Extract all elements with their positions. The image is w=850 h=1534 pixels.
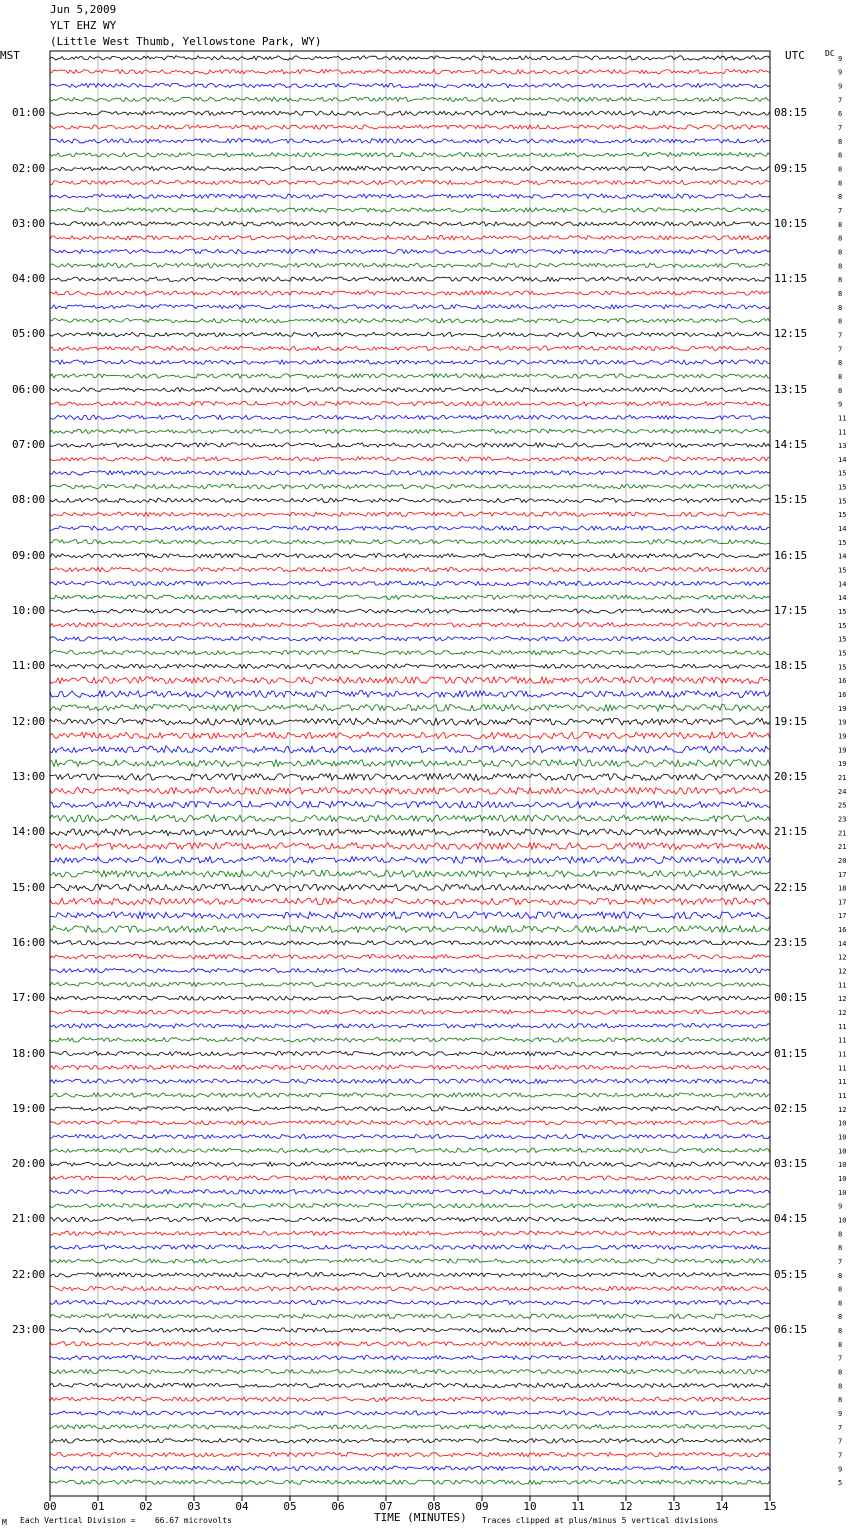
dc-offset-value: 10 bbox=[838, 1174, 847, 1183]
dc-offset-value: 25 bbox=[838, 801, 847, 810]
trace-25 bbox=[50, 388, 770, 392]
dc-offset-value: 8 bbox=[838, 179, 843, 188]
dc-offset-value: 7 bbox=[838, 1451, 843, 1460]
trace-30 bbox=[50, 457, 770, 461]
mst-hour-label: 23:00 bbox=[12, 1323, 46, 1337]
trace-24 bbox=[50, 374, 770, 378]
dc-offset-value: 14 bbox=[838, 580, 847, 589]
dc-offset-value: 16 bbox=[838, 926, 847, 935]
dc-offset-value: 10 bbox=[838, 1216, 847, 1225]
trace-43 bbox=[50, 637, 770, 641]
trace-12 bbox=[50, 208, 770, 212]
trace-4 bbox=[50, 97, 770, 101]
dc-offset-value: 17 bbox=[838, 870, 847, 879]
mst-hour-label: 18:00 bbox=[12, 1046, 46, 1060]
x-tick-label-07: 07 bbox=[379, 1500, 393, 1513]
dc-offset-value: 8 bbox=[838, 276, 843, 285]
dc-offset-value: 12 bbox=[838, 953, 847, 962]
trace-68 bbox=[50, 982, 770, 986]
trace-52 bbox=[50, 760, 770, 767]
trace-69 bbox=[50, 996, 770, 1000]
x-tick-label-15: 15 bbox=[763, 1500, 777, 1513]
trace-3 bbox=[50, 83, 770, 87]
x-tick-label-08: 08 bbox=[427, 1500, 441, 1513]
dc-offset-column bbox=[838, 55, 846, 1487]
trace-58 bbox=[50, 843, 770, 850]
dc-offset-value: 15 bbox=[838, 635, 847, 644]
dc-offset-value: 11 bbox=[838, 1091, 847, 1100]
mst-hour-label: 09:00 bbox=[12, 548, 46, 562]
trace-73 bbox=[50, 1051, 770, 1055]
dc-offset-value: 15 bbox=[838, 621, 847, 630]
dc-offset-value: 7 bbox=[838, 1437, 843, 1446]
trace-91 bbox=[50, 1300, 770, 1304]
trace-40 bbox=[50, 595, 770, 599]
dc-offset-value: 11 bbox=[838, 981, 847, 990]
mst-hour-label: 10:00 bbox=[12, 604, 46, 618]
trace-63 bbox=[50, 912, 770, 919]
dc-offset-value: 8 bbox=[838, 1368, 843, 1377]
dc-offset-value: 15 bbox=[838, 649, 847, 658]
trace-5 bbox=[50, 111, 770, 115]
utc-hour-label: 20:15 bbox=[774, 769, 808, 783]
dc-offset-value: 21 bbox=[838, 829, 847, 838]
trace-94 bbox=[50, 1342, 770, 1346]
mst-hour-label: 16:00 bbox=[12, 935, 46, 949]
trace-85 bbox=[50, 1217, 770, 1221]
dc-offset-value: 8 bbox=[838, 248, 843, 257]
dc-offset-value: 9 bbox=[838, 1410, 843, 1419]
dc-offset-value: 19 bbox=[838, 746, 847, 755]
dc-offset-value: 15 bbox=[838, 497, 847, 506]
dc-offset-value: 9 bbox=[838, 1202, 843, 1211]
utc-hour-label: 00:15 bbox=[774, 991, 808, 1005]
dc-offset-value: 20 bbox=[838, 856, 847, 865]
utc-hour-label: 14:15 bbox=[774, 438, 808, 452]
trace-86 bbox=[50, 1231, 770, 1235]
dc-offset-value: 7 bbox=[838, 1423, 843, 1432]
trace-80 bbox=[50, 1148, 770, 1152]
trace-62 bbox=[50, 898, 770, 905]
trace-89 bbox=[50, 1273, 770, 1277]
dc-offset-value: 8 bbox=[838, 1244, 843, 1253]
trace-50 bbox=[50, 732, 770, 739]
trace-92 bbox=[50, 1314, 770, 1318]
trace-77 bbox=[50, 1107, 770, 1111]
trace-9 bbox=[50, 166, 770, 170]
dc-offset-value: 8 bbox=[838, 1327, 843, 1336]
trace-21 bbox=[50, 332, 770, 336]
trace-34 bbox=[50, 512, 770, 516]
dc-offset-value: 8 bbox=[838, 289, 843, 298]
dc-offset-value: 8 bbox=[838, 234, 843, 243]
trace-79 bbox=[50, 1134, 770, 1138]
dc-offset-value: 17 bbox=[838, 912, 847, 921]
dc-offset-value: 12 bbox=[838, 1105, 847, 1114]
mst-hour-label: 01:00 bbox=[12, 106, 46, 120]
trace-37 bbox=[50, 554, 770, 558]
trace-36 bbox=[50, 540, 770, 544]
dc-offset-value: 8 bbox=[838, 1396, 843, 1405]
trace-78 bbox=[50, 1121, 770, 1125]
dc-offset-value: 23 bbox=[838, 815, 847, 824]
x-tick-label-13: 13 bbox=[667, 1500, 681, 1513]
dc-offset-value: 8 bbox=[838, 262, 843, 271]
x-tick-label-01: 01 bbox=[91, 1500, 105, 1513]
dc-offset-value: 7 bbox=[838, 124, 843, 133]
trace-27 bbox=[50, 415, 770, 419]
dc-offset-value: 7 bbox=[838, 1257, 843, 1266]
trace-49 bbox=[50, 718, 770, 725]
utc-hour-label: 01:15 bbox=[774, 1046, 808, 1060]
mst-hour-label: 02:00 bbox=[12, 161, 46, 175]
trace-101 bbox=[50, 1439, 770, 1443]
trace-8 bbox=[50, 153, 770, 157]
dc-offset-value: 9 bbox=[838, 1465, 843, 1474]
dc-offset-value: 14 bbox=[838, 525, 847, 534]
mst-hour-label: 08:00 bbox=[12, 493, 46, 507]
trace-28 bbox=[50, 429, 770, 433]
utc-hour-label: 16:15 bbox=[774, 548, 808, 562]
dc-offset-value: 19 bbox=[838, 704, 847, 713]
mst-hour-label: 21:00 bbox=[12, 1212, 46, 1226]
trace-48 bbox=[50, 704, 770, 711]
trace-18 bbox=[50, 291, 770, 295]
dc-offset-value: 7 bbox=[838, 331, 843, 340]
trace-44 bbox=[50, 650, 770, 654]
trace-29 bbox=[50, 443, 770, 447]
mst-hour-label: 06:00 bbox=[12, 382, 46, 396]
dc-offset-value: 21 bbox=[838, 843, 847, 852]
trace-14 bbox=[50, 236, 770, 240]
dc-offset-value: 11 bbox=[838, 1022, 847, 1031]
utc-hour-label: 18:15 bbox=[774, 659, 808, 673]
trace-74 bbox=[50, 1065, 770, 1069]
dc-offset-value: 21 bbox=[838, 773, 847, 782]
x-tick-label-05: 05 bbox=[283, 1500, 297, 1513]
dc-offset-value: 16 bbox=[838, 677, 847, 686]
trace-17 bbox=[50, 277, 770, 281]
dc-offset-value: 9 bbox=[838, 82, 843, 91]
mst-hour-label: 20:00 bbox=[12, 1157, 46, 1171]
mst-hour-label: 04:00 bbox=[12, 272, 46, 286]
dc-offset-value: 12 bbox=[838, 967, 847, 976]
dc-offset-value: 8 bbox=[838, 372, 843, 381]
mst-hour-label: 07:00 bbox=[12, 438, 46, 452]
dc-offset-value: 15 bbox=[838, 511, 847, 520]
x-axis-label: TIME (MINUTES) bbox=[374, 1511, 467, 1524]
dc-offset-value: 9 bbox=[838, 68, 843, 77]
dc-offset-value: 15 bbox=[838, 663, 847, 672]
dc-offset-value: 7 bbox=[838, 207, 843, 216]
trace-15 bbox=[50, 249, 770, 253]
dc-offset-value: 8 bbox=[838, 1382, 843, 1391]
dc-offset-value: 24 bbox=[838, 787, 847, 796]
mst-hour-label: 15:00 bbox=[12, 880, 46, 894]
trace-96 bbox=[50, 1369, 770, 1373]
utc-hour-label: 12:15 bbox=[774, 327, 808, 341]
trace-98 bbox=[50, 1397, 770, 1401]
dc-offset-value: 19 bbox=[838, 732, 847, 741]
dc-offset-value: 8 bbox=[838, 151, 843, 160]
dc-offset-value: 19 bbox=[838, 718, 847, 727]
trace-84 bbox=[50, 1203, 770, 1207]
trace-23 bbox=[50, 360, 770, 364]
right-timezone-label: UTC bbox=[785, 49, 805, 62]
utc-hour-label: 04:15 bbox=[774, 1212, 808, 1226]
utc-hour-label: 09:15 bbox=[774, 161, 808, 175]
utc-hour-label: 13:15 bbox=[774, 382, 808, 396]
location-label: (Little West Thumb, Yellowstone Park, WY) bbox=[50, 35, 322, 48]
trace-103 bbox=[50, 1466, 770, 1470]
dc-offset-value: 19 bbox=[838, 760, 847, 769]
dc-offset-value: 8 bbox=[838, 359, 843, 368]
trace-56 bbox=[50, 815, 770, 822]
dc-offset-value: 6 bbox=[838, 110, 843, 119]
trace-31 bbox=[50, 471, 770, 475]
station-label: YLT EHZ WY bbox=[50, 19, 117, 32]
trace-13 bbox=[50, 222, 770, 226]
dc-offset-value: 8 bbox=[838, 137, 843, 146]
trace-67 bbox=[50, 968, 770, 972]
x-tick-label-02: 02 bbox=[139, 1500, 153, 1513]
trace-104 bbox=[50, 1480, 770, 1484]
dc-offset-value: 13 bbox=[838, 442, 847, 451]
dc-offset-value: 18 bbox=[838, 884, 847, 893]
dc-offset-value: 11 bbox=[838, 414, 847, 423]
trace-54 bbox=[50, 787, 770, 794]
trace-60 bbox=[50, 870, 770, 877]
trace-39 bbox=[50, 581, 770, 585]
trace-71 bbox=[50, 1024, 770, 1028]
trace-66 bbox=[50, 955, 770, 959]
dc-offset-value: 8 bbox=[838, 1313, 843, 1322]
utc-hour-label: 15:15 bbox=[774, 493, 808, 507]
dc-offset-value: 7 bbox=[838, 345, 843, 354]
x-tick-label-00: 00 bbox=[43, 1500, 57, 1513]
mst-hour-label: 12:00 bbox=[12, 714, 46, 728]
trace-65 bbox=[50, 941, 770, 945]
dc-offset-value: 11 bbox=[838, 428, 847, 437]
trace-99 bbox=[50, 1411, 770, 1415]
utc-hour-label: 03:15 bbox=[774, 1157, 808, 1171]
dc-offset-value: 8 bbox=[838, 1285, 843, 1294]
dc-offset-value: 15 bbox=[838, 538, 847, 547]
utc-hour-label: 19:15 bbox=[774, 714, 808, 728]
trace-47 bbox=[50, 691, 770, 698]
trace-10 bbox=[50, 180, 770, 184]
trace-64 bbox=[50, 926, 770, 933]
dc-offset-value: 8 bbox=[838, 220, 843, 229]
trace-41 bbox=[50, 609, 770, 613]
trace-32 bbox=[50, 484, 770, 488]
trace-97 bbox=[50, 1383, 770, 1387]
dc-offset-value: 9 bbox=[838, 400, 843, 409]
trace-45 bbox=[50, 664, 770, 668]
dc-offset-value: 8 bbox=[838, 317, 843, 326]
left-timezone-label: MST bbox=[0, 49, 20, 62]
dc-offset-value: 16 bbox=[838, 690, 847, 699]
mst-hour-label: 19:00 bbox=[12, 1101, 46, 1115]
dc-offset-value: 8 bbox=[838, 193, 843, 202]
dc-offset-value: 8 bbox=[838, 386, 843, 395]
trace-75 bbox=[50, 1079, 770, 1083]
dc-offset-value: 14 bbox=[838, 594, 847, 603]
trace-7 bbox=[50, 139, 770, 143]
minute-gridlines bbox=[98, 51, 722, 1496]
trace-93 bbox=[50, 1328, 770, 1332]
x-tick-label-12: 12 bbox=[619, 1500, 633, 1513]
trace-11 bbox=[50, 194, 770, 198]
mst-hour-label: 14:00 bbox=[12, 825, 46, 839]
trace-82 bbox=[50, 1176, 770, 1180]
dc-offset-value: 12 bbox=[838, 995, 847, 1004]
dc-offset-value: 10 bbox=[838, 1188, 847, 1197]
trace-81 bbox=[50, 1162, 770, 1166]
clip-note: Traces clipped at plus/minus 5 vertical divisions bbox=[482, 1516, 719, 1525]
x-tick-label-10: 10 bbox=[523, 1500, 537, 1513]
trace-102 bbox=[50, 1452, 770, 1456]
trace-88 bbox=[50, 1259, 770, 1263]
trace-38 bbox=[50, 567, 770, 571]
dc-offset-value: 11 bbox=[838, 1050, 847, 1059]
mst-hour-label: 03:00 bbox=[12, 216, 46, 230]
dc-offset-value: 12 bbox=[838, 1009, 847, 1018]
utc-hour-label: 11:15 bbox=[774, 272, 808, 286]
trace-33 bbox=[50, 498, 770, 502]
x-tick-label-06: 06 bbox=[331, 1500, 345, 1513]
dc-offset-value: 8 bbox=[838, 1230, 843, 1239]
dc-offset-value: 15 bbox=[838, 469, 847, 478]
dc-offset-value: 8 bbox=[838, 1271, 843, 1280]
trace-55 bbox=[50, 801, 770, 808]
trace-87 bbox=[50, 1245, 770, 1249]
date-label: Jun 5,2009 bbox=[50, 3, 117, 16]
dc-column-header: DC bbox=[825, 49, 835, 58]
trace-72 bbox=[50, 1038, 770, 1042]
trace-19 bbox=[50, 305, 770, 309]
dc-offset-value: 9 bbox=[838, 54, 843, 63]
mst-hour-label: 05:00 bbox=[12, 327, 46, 341]
trace-6 bbox=[50, 125, 770, 129]
utc-hour-label: 10:15 bbox=[774, 216, 808, 230]
utc-hour-label: 21:15 bbox=[774, 825, 808, 839]
utc-hour-label: 17:15 bbox=[774, 604, 808, 618]
trace-61 bbox=[50, 884, 770, 891]
x-tick-label-04: 04 bbox=[235, 1500, 249, 1513]
trace-35 bbox=[50, 526, 770, 530]
scale-note: Each Vertical Division = 66.67 microvolts bbox=[20, 1516, 232, 1525]
dc-offset-value: 7 bbox=[838, 96, 843, 105]
dc-offset-value: 14 bbox=[838, 552, 847, 561]
dc-offset-value: 5 bbox=[838, 1479, 843, 1488]
utc-hour-label: 06:15 bbox=[774, 1323, 808, 1337]
dc-offset-value: 15 bbox=[838, 608, 847, 617]
dc-offset-value: 8 bbox=[838, 165, 843, 174]
dc-offset-value: 8 bbox=[838, 1340, 843, 1349]
mst-hour-label: 13:00 bbox=[12, 769, 46, 783]
trace-100 bbox=[50, 1425, 770, 1429]
trace-2 bbox=[50, 70, 770, 74]
trace-59 bbox=[50, 857, 770, 864]
dc-offset-value: 11 bbox=[838, 1078, 847, 1087]
dc-offset-value: 15 bbox=[838, 483, 847, 492]
dc-offset-value: 17 bbox=[838, 898, 847, 907]
trace-51 bbox=[50, 746, 770, 753]
seismic-traces bbox=[50, 56, 770, 1485]
utc-hour-label: 22:15 bbox=[774, 880, 808, 894]
dc-offset-value: 7 bbox=[838, 1354, 843, 1363]
x-tick-label-14: 14 bbox=[715, 1500, 729, 1513]
dc-offset-value: 14 bbox=[838, 455, 847, 464]
mst-hour-label: 22:00 bbox=[12, 1267, 46, 1281]
dc-offset-value: 15 bbox=[838, 566, 847, 575]
trace-70 bbox=[50, 1010, 770, 1014]
trace-42 bbox=[50, 623, 770, 627]
utc-hour-label: 05:15 bbox=[774, 1267, 808, 1281]
x-tick-label-03: 03 bbox=[187, 1500, 201, 1513]
x-tick-label-09: 09 bbox=[475, 1500, 489, 1513]
dc-offset-value: 14 bbox=[838, 939, 847, 948]
dc-offset-value: 8 bbox=[838, 1299, 843, 1308]
trace-57 bbox=[50, 829, 770, 836]
dc-offset-value: 10 bbox=[838, 1161, 847, 1170]
x-tick-label-11: 11 bbox=[571, 1500, 585, 1513]
trace-46 bbox=[50, 677, 770, 684]
mst-hour-label: 11:00 bbox=[12, 659, 46, 673]
trace-22 bbox=[50, 346, 770, 350]
trace-16 bbox=[50, 263, 770, 267]
trace-26 bbox=[50, 401, 770, 405]
utc-hour-label: 02:15 bbox=[774, 1101, 808, 1115]
mst-hour-label: 17:00 bbox=[12, 991, 46, 1005]
dc-offset-value: 10 bbox=[838, 1119, 847, 1128]
utc-hour-label: 08:15 bbox=[774, 106, 808, 120]
utc-hour-label: 23:15 bbox=[774, 935, 808, 949]
trace-90 bbox=[50, 1286, 770, 1290]
trace-1 bbox=[50, 56, 770, 60]
trace-95 bbox=[50, 1356, 770, 1360]
dc-offset-value: 11 bbox=[838, 1064, 847, 1073]
trace-76 bbox=[50, 1093, 770, 1097]
dc-offset-value: 10 bbox=[838, 1147, 847, 1156]
dc-offset-value: 11 bbox=[838, 1036, 847, 1045]
corner-mark: M bbox=[2, 1518, 7, 1527]
dc-offset-value: 8 bbox=[838, 303, 843, 312]
trace-20 bbox=[50, 319, 770, 323]
trace-83 bbox=[50, 1190, 770, 1194]
dc-offset-value: 10 bbox=[838, 1133, 847, 1142]
trace-53 bbox=[50, 774, 770, 781]
